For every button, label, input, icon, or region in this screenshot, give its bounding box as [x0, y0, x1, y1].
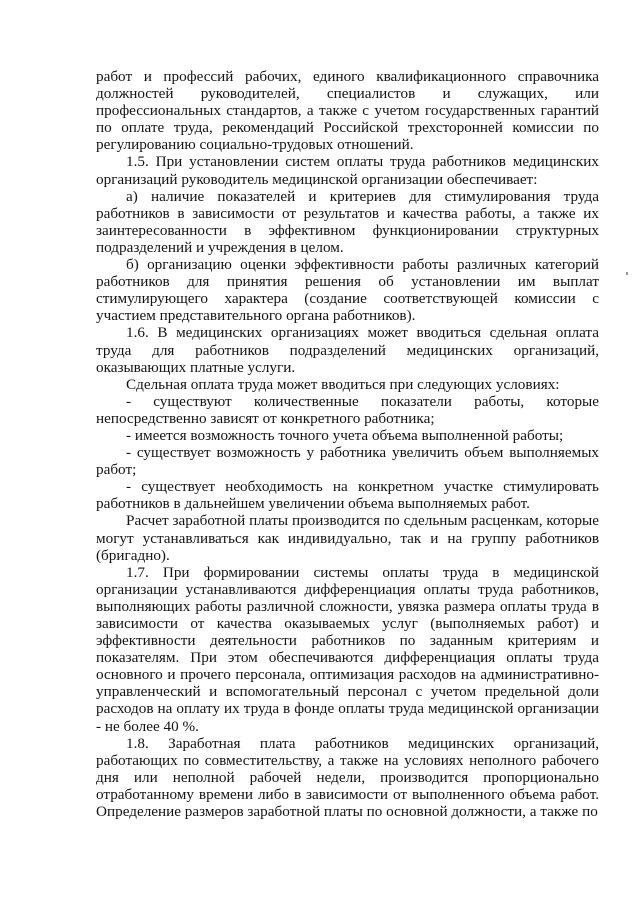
paragraph-wage-calculation: Расчет заработной платы производится по сдельным расценкам, которые могут устанавливаться как индивидуально, так и на группу работников (бригадно).	[96, 512, 599, 564]
document-body	[96, 68, 599, 820]
paragraph-1-5-a: а) наличие показателей и критериев для стимулирования труда работников в зависимости от результатов и качества работы, а также их заинтересованности в эффективном функционировании структурных подразделений и учреждения в целом.	[96, 187, 599, 256]
paragraph-1-7: 1.7. При формировании системы оплаты труда в медицинской организации устанавливаются дифференциация оплаты труда работников, выполняющих работы различной сложности, увязка размера оплаты труда в зависимости от качества оказываемых услуг (выполняемых работ) и эффективности деятельности работников по заданным критериям и показателям. При этом обеспечиваются дифференциация оплаты труда основного и прочего персонала, оптимизация расходов на административно-управленческий и вспомогательный персонал с учетом предельной доли расходов на оплату их труда в фонде оплаты труда медицинской организации - не более 40 %.	[96, 563, 599, 735]
list-item-condition-2: - имеется возможность точного учета объема выполненной работы;	[126, 426, 564, 444]
paragraph-1-5: 1.5. При установлении систем оплаты труда работников медицинских организаций руководитель медицинской организации обеспечивает:	[96, 153, 599, 188]
list-item-condition-3: - существует возможность у работника увеличить объем выполняемых работ;	[96, 444, 599, 479]
paragraph-piecework-conditions: Сдельная оплата труда может вводиться при следующих условиях:	[126, 375, 560, 393]
paragraph-continuation: работ и профессий рабочих, единого квалификационного справочника должностей руководителей, специалистов и служащих, или профессиональных стандартов, а также с учетом государственных гарантий по оплате труда, рекомендаций Российской трехсторонней комиссии по регулированию социально-трудовых отношений.	[96, 68, 599, 154]
list-item-condition-1: - существуют количественные показатели работы, которые непосредственно зависят от конкретного работника;	[96, 392, 599, 427]
list-item-condition-4: - существует необходимость на конкретном участке стимулировать работников в дальнейшем увеличении объема выполняемых работ.	[96, 478, 599, 513]
scan-margin-mark	[626, 272, 628, 275]
paragraph-1-6: 1.6. В медицинских организациях может вводиться сдельная оплата труда для работников подразделений медицинских организаций, оказывающих платные услуги.	[96, 324, 599, 376]
paragraph-1-5-b: б) организацию оценки эффективности работы различных категорий работников для принятия решения об установлении им выплат стимулирующего характера (создание соответствующей комиссии с участием представительного органа работников).	[96, 256, 599, 325]
paragraph-1-8: 1.8. Заработная плата работников медицинских организаций, работающих по совместительству, а также на условиях неполного рабочего дня или неполной рабочей недели, производится пропорционально отработанному времени либо в зависимости от выполненного объема работ. Определение размеров заработной платы по основной должности, а также по	[96, 734, 599, 821]
